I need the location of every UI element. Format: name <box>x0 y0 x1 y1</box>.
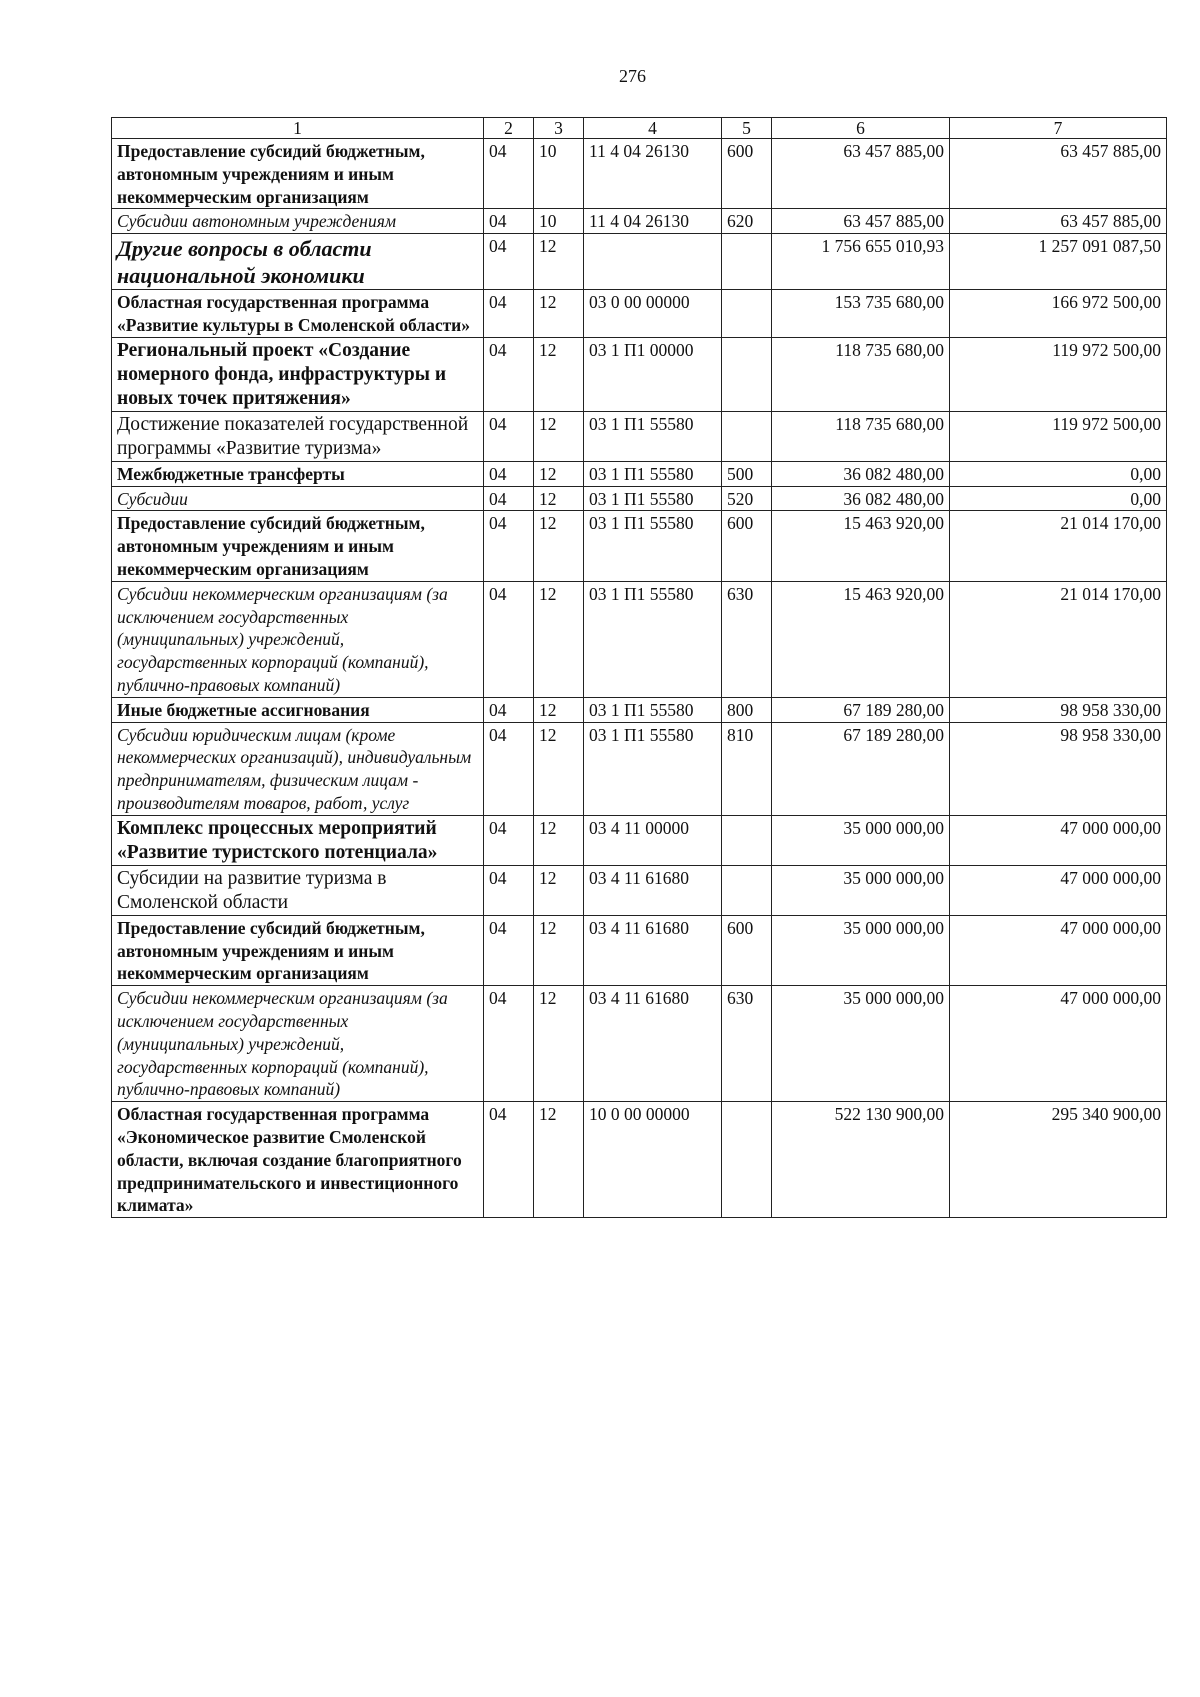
amount-year2-cell: 0,00 <box>950 486 1167 511</box>
header-row <box>112 118 1167 139</box>
target-article-cell: 03 1 П1 55580 <box>584 486 722 511</box>
target-article-cell: 03 1 П1 55580 <box>584 461 722 486</box>
target-article-cell: 03 0 00 00000 <box>584 290 722 338</box>
amount-year2-cell: 47 000 000,00 <box>950 865 1167 915</box>
amount-year2-cell: 63 457 885,00 <box>950 209 1167 234</box>
amount-year1-cell: 15 463 920,00 <box>772 511 950 581</box>
amount-year2-cell: 1 257 091 087,50 <box>950 234 1167 290</box>
expense-type-cell <box>722 815 772 865</box>
target-article-cell: 11 4 04 26130 <box>584 209 722 234</box>
table-row <box>112 915 1167 985</box>
table-row <box>112 139 1167 209</box>
section-code-cell: 04 <box>484 411 534 461</box>
amount-year1-cell: 67 189 280,00 <box>772 697 950 722</box>
subsection-code-cell: 12 <box>534 337 584 411</box>
amount-year2-cell: 119 972 500,00 <box>950 411 1167 461</box>
amount-year2-cell: 295 340 900,00 <box>950 1102 1167 1218</box>
row-name-cell: Субсидии на развитие туризма в Смоленской области <box>112 865 484 915</box>
amount-year1-cell: 15 463 920,00 <box>772 581 950 697</box>
section-code-cell: 04 <box>484 511 534 581</box>
section-code-cell: 04 <box>484 209 534 234</box>
subsection-code-cell: 12 <box>534 815 584 865</box>
section-code-cell: 04 <box>484 865 534 915</box>
section-code-cell: 04 <box>484 486 534 511</box>
amount-year2-cell: 47 000 000,00 <box>950 815 1167 865</box>
section-code-cell: 04 <box>484 815 534 865</box>
row-name-cell: Субсидии <box>112 486 484 511</box>
table-row <box>112 337 1167 411</box>
table-row <box>112 486 1167 511</box>
amount-year1-cell: 522 130 900,00 <box>772 1102 950 1218</box>
subsection-code-cell: 12 <box>534 1102 584 1218</box>
amount-year1-cell: 63 457 885,00 <box>772 209 950 234</box>
amount-year2-cell: 0,00 <box>950 461 1167 486</box>
expense-type-cell: 520 <box>722 486 772 511</box>
subsection-code-cell: 12 <box>534 865 584 915</box>
table-row <box>112 234 1167 290</box>
expense-type-cell: 630 <box>722 581 772 697</box>
target-article-cell: 03 4 11 61680 <box>584 915 722 985</box>
row-name-cell: Иные бюджетные ассигнования <box>112 697 484 722</box>
subsection-code-cell: 12 <box>534 986 584 1102</box>
section-code-cell: 04 <box>484 461 534 486</box>
row-name-cell: Комплекс процессных мероприятий «Развитие туристского потенциала» <box>112 815 484 865</box>
subsection-code-cell: 12 <box>534 290 584 338</box>
expense-type-cell <box>722 290 772 338</box>
amount-year1-cell: 153 735 680,00 <box>772 290 950 338</box>
target-article-cell: 03 4 11 61680 <box>584 865 722 915</box>
amount-year2-cell: 166 972 500,00 <box>950 290 1167 338</box>
amount-year2-cell: 47 000 000,00 <box>950 915 1167 985</box>
amount-year1-cell: 35 000 000,00 <box>772 815 950 865</box>
expense-type-cell: 620 <box>722 209 772 234</box>
subsection-code-cell: 12 <box>534 722 584 815</box>
expense-type-cell: 600 <box>722 139 772 209</box>
expense-type-cell <box>722 411 772 461</box>
amount-year1-cell: 118 735 680,00 <box>772 411 950 461</box>
expense-type-cell <box>722 234 772 290</box>
row-name-cell: Межбюджетные трансферты <box>112 461 484 486</box>
table-row <box>112 865 1167 915</box>
target-article-cell: 03 4 11 00000 <box>584 815 722 865</box>
row-name-cell: Субсидии автономным учреждениям <box>112 209 484 234</box>
row-name-cell: Областная государственная программа «Развитие культуры в Смоленской области» <box>112 290 484 338</box>
table-row <box>112 815 1167 865</box>
target-article-cell: 03 1 П1 55580 <box>584 511 722 581</box>
subsection-code-cell: 12 <box>534 697 584 722</box>
expense-type-cell: 630 <box>722 986 772 1102</box>
row-name-cell: Субсидии юридическим лицам (кроме некоммерческих организаций), индивидуальным предпринимателям, физическим лицам - производителям товаров, работ, услуг <box>112 722 484 815</box>
amount-year1-cell: 35 000 000,00 <box>772 915 950 985</box>
target-article-cell: 03 1 П1 55580 <box>584 722 722 815</box>
column-header: 2 <box>484 118 534 139</box>
column-header: 7 <box>950 118 1167 139</box>
amount-year2-cell: 21 014 170,00 <box>950 581 1167 697</box>
section-code-cell: 04 <box>484 697 534 722</box>
target-article-cell <box>584 234 722 290</box>
row-name-cell: Предоставление субсидий бюджетным, автономным учреждениям и иным некоммерческим организациям <box>112 915 484 985</box>
amount-year2-cell: 98 958 330,00 <box>950 697 1167 722</box>
column-header: 5 <box>722 118 772 139</box>
section-code-cell: 04 <box>484 986 534 1102</box>
section-code-cell: 04 <box>484 581 534 697</box>
subsection-code-cell: 12 <box>534 511 584 581</box>
amount-year1-cell: 118 735 680,00 <box>772 337 950 411</box>
expense-type-cell <box>722 1102 772 1218</box>
target-article-cell: 03 1 П1 00000 <box>584 337 722 411</box>
amount-year2-cell: 119 972 500,00 <box>950 337 1167 411</box>
target-article-cell: 11 4 04 26130 <box>584 139 722 209</box>
amount-year2-cell: 63 457 885,00 <box>950 139 1167 209</box>
table-row <box>112 290 1167 338</box>
subsection-code-cell: 12 <box>534 581 584 697</box>
amount-year2-cell: 47 000 000,00 <box>950 986 1167 1102</box>
row-name-cell: Предоставление субсидий бюджетным, автономным учреждениям и иным некоммерческим организациям <box>112 511 484 581</box>
table-row <box>112 722 1167 815</box>
table-row <box>112 1102 1167 1218</box>
amount-year1-cell: 1 756 655 010,93 <box>772 234 950 290</box>
target-article-cell: 10 0 00 00000 <box>584 1102 722 1218</box>
amount-year2-cell: 21 014 170,00 <box>950 511 1167 581</box>
target-article-cell: 03 1 П1 55580 <box>584 697 722 722</box>
table-row <box>112 461 1167 486</box>
table-row <box>112 697 1167 722</box>
section-code-cell: 04 <box>484 234 534 290</box>
section-code-cell: 04 <box>484 915 534 985</box>
page-number: 276 <box>619 66 646 86</box>
subsection-code-cell: 10 <box>534 139 584 209</box>
section-code-cell: 04 <box>484 139 534 209</box>
expense-type-cell: 600 <box>722 915 772 985</box>
expense-type-cell: 810 <box>722 722 772 815</box>
amount-year1-cell: 35 000 000,00 <box>772 986 950 1102</box>
section-code-cell: 04 <box>484 337 534 411</box>
row-name-cell: Субсидии некоммерческим организациям (за исключением государственных (муниципальных) учреждений, государственных корпораций (компаний), публично-правовых компаний) <box>112 581 484 697</box>
subsection-code-cell: 12 <box>534 411 584 461</box>
row-name-cell: Региональный проект «Создание номерного фонда, инфраструктуры и новых точек притяжения» <box>112 337 484 411</box>
row-name-cell: Областная государственная программа «Экономическое развитие Смоленской области, включая создание благоприятного предпринимательского и инвестиционного климата» <box>112 1102 484 1218</box>
expense-type-cell: 500 <box>722 461 772 486</box>
amount-year1-cell: 35 000 000,00 <box>772 865 950 915</box>
table-row <box>112 411 1167 461</box>
subsection-code-cell: 10 <box>534 209 584 234</box>
row-name-cell: Достижение показателей государственной программы «Развитие туризма» <box>112 411 484 461</box>
table-row <box>112 986 1167 1102</box>
expense-type-cell: 600 <box>722 511 772 581</box>
row-name-cell: Другие вопросы в области национальной экономики <box>112 234 484 290</box>
amount-year1-cell: 36 082 480,00 <box>772 486 950 511</box>
target-article-cell: 03 4 11 61680 <box>584 986 722 1102</box>
table-row <box>112 511 1167 581</box>
subsection-code-cell: 12 <box>534 915 584 985</box>
table-row <box>112 581 1167 697</box>
column-header: 6 <box>772 118 950 139</box>
column-header: 1 <box>112 118 484 139</box>
section-code-cell: 04 <box>484 722 534 815</box>
amount-year1-cell: 63 457 885,00 <box>772 139 950 209</box>
expense-type-cell: 800 <box>722 697 772 722</box>
amount-year1-cell: 36 082 480,00 <box>772 461 950 486</box>
expense-type-cell <box>722 865 772 915</box>
row-name-cell: Субсидии некоммерческим организациям (за исключением государственных (муниципальных) учреждений, государственных корпораций (компаний), публично-правовых компаний) <box>112 986 484 1102</box>
section-code-cell: 04 <box>484 290 534 338</box>
subsection-code-cell: 12 <box>534 234 584 290</box>
amount-year2-cell: 98 958 330,00 <box>950 722 1167 815</box>
table-row <box>112 209 1167 234</box>
column-header: 4 <box>584 118 722 139</box>
budget-table <box>111 117 1167 1218</box>
section-code-cell: 04 <box>484 1102 534 1218</box>
row-name-cell: Предоставление субсидий бюджетным, автономным учреждениям и иным некоммерческим организациям <box>112 139 484 209</box>
target-article-cell: 03 1 П1 55580 <box>584 411 722 461</box>
subsection-code-cell: 12 <box>534 461 584 486</box>
column-header: 3 <box>534 118 584 139</box>
target-article-cell: 03 1 П1 55580 <box>584 581 722 697</box>
subsection-code-cell: 12 <box>534 486 584 511</box>
expense-type-cell <box>722 337 772 411</box>
amount-year1-cell: 67 189 280,00 <box>772 722 950 815</box>
